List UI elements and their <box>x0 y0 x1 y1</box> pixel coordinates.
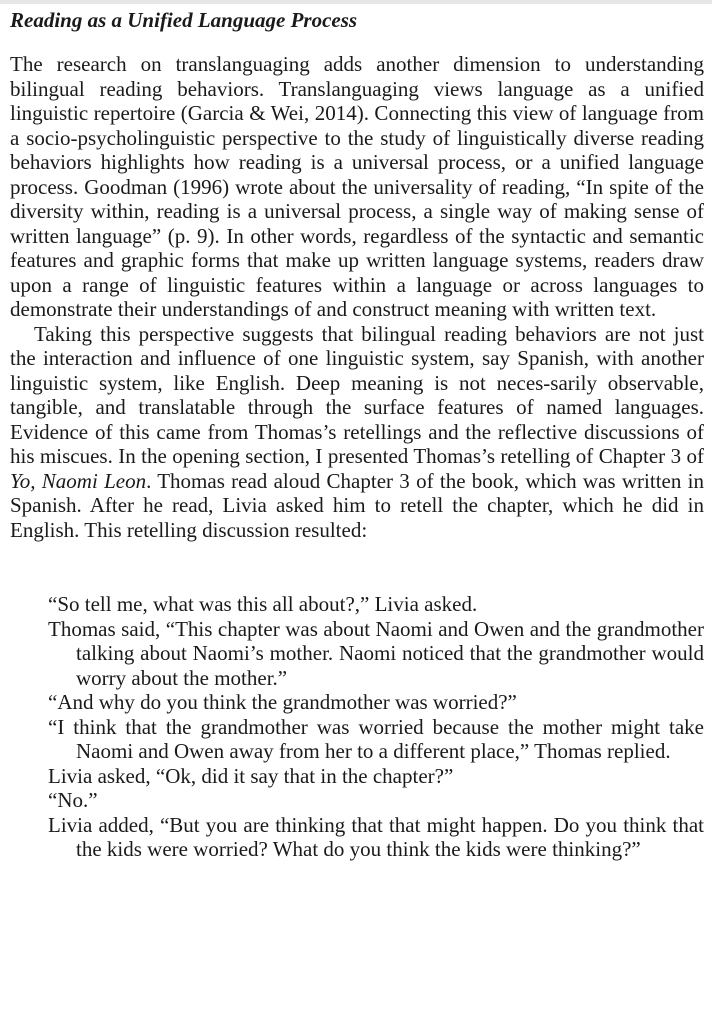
book-title: Yo, Naomi Leon <box>10 468 147 493</box>
body-text <box>10 52 704 542</box>
dialogue-line: “So tell me, what was this all about?,” Livia asked. <box>48 592 478 616</box>
dialogue-line: Livia added, “But you are thinking that that might happen. Do you think that the kids were worried? What do you think the kids were thinking?” <box>48 812 704 861</box>
dialogue-excerpt <box>48 592 704 862</box>
top-divider-bar <box>0 0 712 4</box>
dialogue-line: “And why do you think the grandmother was worried?” <box>48 690 517 714</box>
section-heading: Reading as a Unified Language Process <box>10 8 358 32</box>
dialogue-line: “I think that the grandmother was worried because the mother might take Naomi and Owen away from her to a different place,” Thomas replied. <box>48 714 704 763</box>
dialogue-line: Thomas said, “This chapter was about Naomi and Owen and the grandmother talking about Naomi’s mother. Naomi noticed that the grandmother would worry about the mother.” <box>48 616 704 690</box>
paragraph-2-text-a: Taking this perspective suggests that bilingual reading behaviors are not just the interaction and influence of one linguistic system, say Spanish, with another linguistic system, like English. Deep meaning is not neces-sarily observable, tangible, and translatable through the surface features of named languages. Evidence of this came from Thomas’s retellings and the reflective discussions of his miscues. In the opening section, I presented Thomas’s retelling of Chapter 3 of <box>10 321 704 468</box>
dialogue-line: Livia asked, “Ok, did it say that in the chapter?” <box>48 763 454 788</box>
paragraph-1: The research on translanguaging adds another dimension to understanding bilingual reading behaviors. Translanguaging views language as a unified linguistic repertoire (Garcia & Wei, 2014). Connecting this view of language from a socio-psycholinguistic perspective to the study of linguistically diverse reading behaviors highlights how reading is a universal process, or a unified language process. Goodman (1996) wrote about the universality of reading, “In spite of the diversity within, reading is a universal process, a single way of making sense of written language” (p. 9). In other words, regardless of the syntactic and semantic features and graphic forms that make up written language systems, readers draw upon a range of linguistic features within a language or across languages to demonstrate their understandings of and construct meaning with written text. <box>10 52 704 321</box>
dialogue-line: “No.” <box>48 788 98 812</box>
document-page <box>10 6 704 862</box>
paragraph-2-text-b: . Thomas read aloud Chapter 3 of the book, which was written in Spanish. After he read, Livia asked him to retell the chapter, which he did in English. This retelling discussion resulted: <box>10 468 704 542</box>
paragraph-2 <box>10 322 704 543</box>
